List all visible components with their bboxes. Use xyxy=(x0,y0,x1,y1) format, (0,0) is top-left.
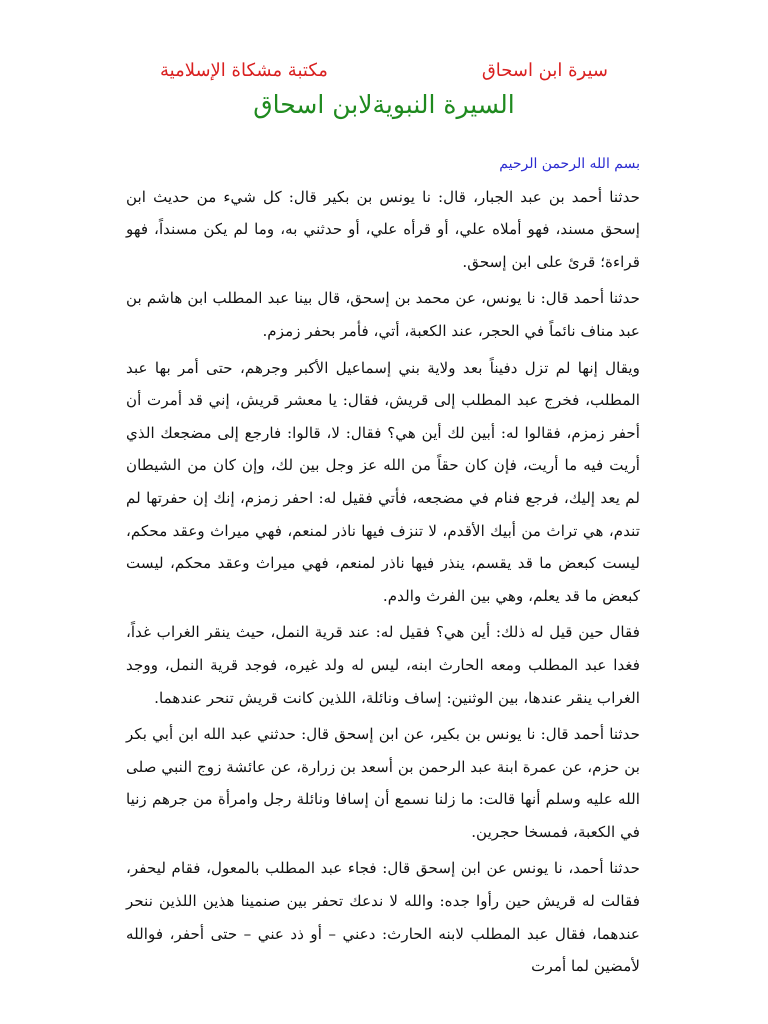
paragraph: حدثنا أحمد قال: نا يونس، عن محمد بن إسحق، قال بينا عبد المطلب ابن هاشم بن عبد مناف نائماً في الحجر، عند الكعبة، أتي، فأمر بحفر زمزم. xyxy=(126,289,640,340)
page-header xyxy=(160,55,608,85)
paragraph: ويقال إنها لم تزل دفيناً بعد ولاية بني إسماعيل الأكبر وجرهم، حتى أمر بها عبد المطلب، فخرج عبد المطلب إلى قريش، فقال: يا معشر قريش، إني قد أمرت أن أحفر زمزم، فقالوا له: أبين لك أين هي؟ فقال: لا، قالوا: فارجع إلى مضجعك الذي أريت فيه ما أريت، فإن كان حقاً من الله عز وجل بين لك، وإن كان من الشيطان لم يعد إليك، فرجع فنام في مضجعه، فأتي فقيل له: احفر زمزم، إنك إن حفرتها لم تندم، هي تراث من أبيك الأقدم، لا تنزف فيها ناذر لمنعم، فهي ميراث وعقد محكم، ليست كبعض ما قد يقسم، ينذر فيها ناذر لمنعم، فهي ميراث وعقد محكم، ليست كبعض ما قد يعلم، وهي بين الفرث والدم. xyxy=(126,358,640,605)
header-book-title: سيرة ابن اسحاق xyxy=(481,59,608,81)
paragraph: حدثنا أحمد بن عبد الجبار، قال: نا يونس بن بكير قال: كل شيء من حديث ابن إسحق مسند، فهو أملاه علي، أو قرأه علي، أو حدثني به، وما لم يكن مسنداً، فهو قراءة؛ قرئ على ابن إسحق. xyxy=(126,187,640,271)
paragraph: حدثنا أحمد قال: نا يونس بن بكير، عن ابن إسحق قال: حدثني عبد الله ابن أبي بكر بن حزم، عن عمرة ابنة عبد الرحمن بن أسعد بن زرارة، عن عائشة زوج النبي صلى الله عليه وسلم أنها قالت: ما زلنا نسمع أن إسافا ونائلة رجل وامرأة من جرهم زنيا في الكعبة، فمسخا حجرين. xyxy=(126,725,640,841)
paragraph: فقال حين قيل له ذلك: أين هي؟ فقيل له: عند قرية النمل، حيث ينقر الغراب غداً، فغدا عبد المطلب ومعه الحارث ابنه، ليس له ولد غيره، فوجد قرية النمل، ووجد الغراب ينقر عندها، بين الوثنين: إساف ونائلة، اللذين كانت قريش تنحر عندهما. xyxy=(126,623,640,707)
basmala: بسم الله الرحمن الرحيم xyxy=(499,156,640,172)
paragraph: حدثنا أحمد، نا يونس عن ابن إسحق قال: فجاء عبد المطلب بالمعول، فقام ليحفر، فقالت له قريش حين رأوا جده: والله لا ندعك تحفر بين صنمينا هذين اللذين ننحر عندهما، فقال عبد المطلب لابنه الحارث: دعني – أو ذد عني – حتى أحفر، فوالله لأمضين لما أمرت xyxy=(126,859,640,976)
header-library-name: مكتبة مشكاة الإسلامية xyxy=(160,59,328,81)
document-body xyxy=(126,148,640,987)
document-title: السيرة النبويةلابن اسحاق xyxy=(253,90,515,119)
